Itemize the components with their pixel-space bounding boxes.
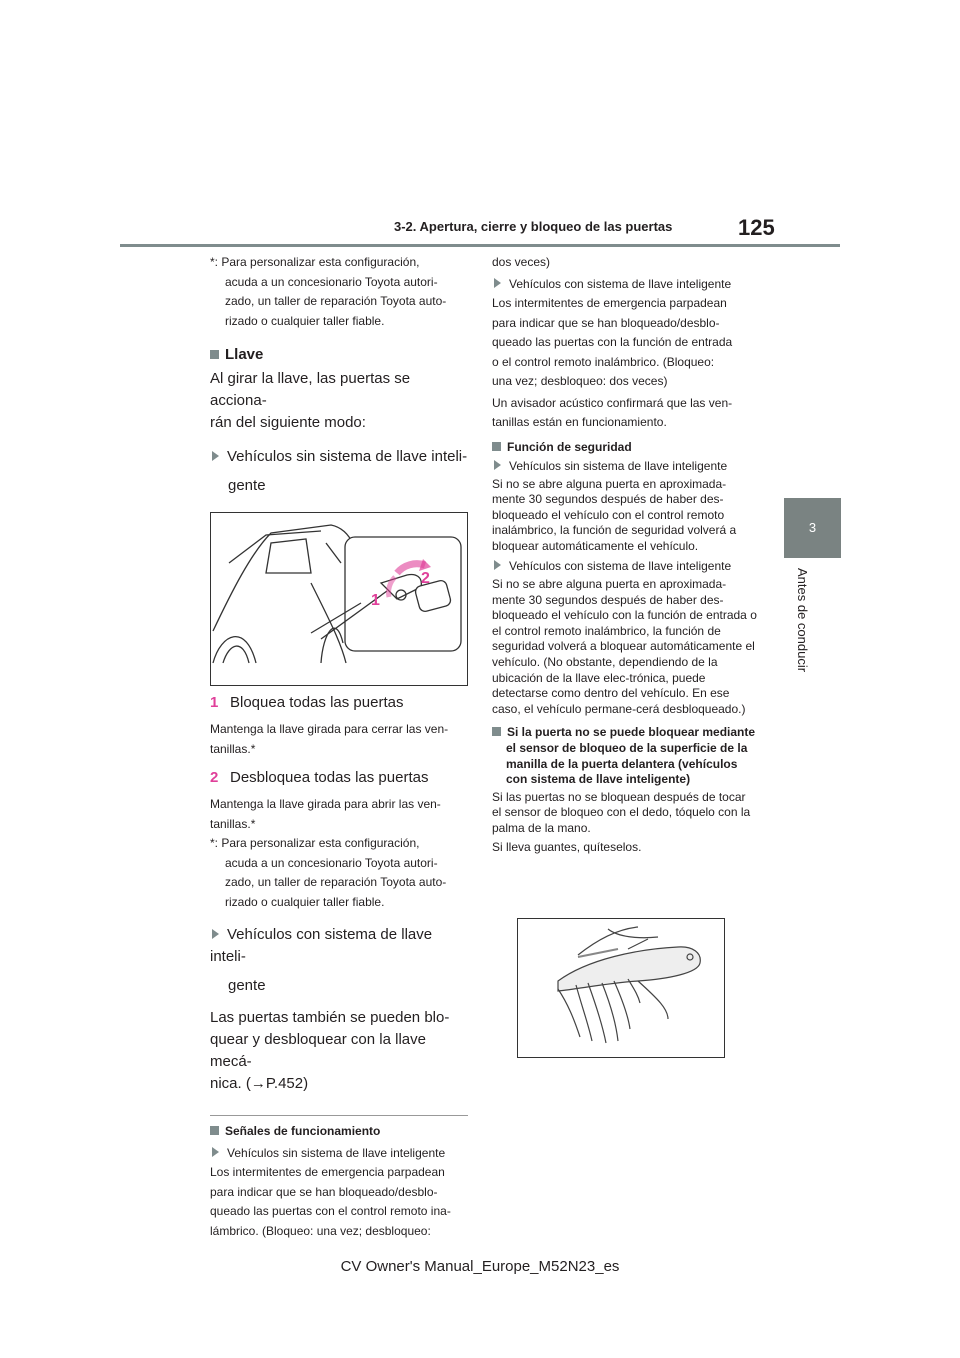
- figure-key-door: [210, 512, 468, 686]
- seg-sub1: [492, 457, 757, 477]
- a-text-5: una vez; desbloqueo: dos veces): [492, 374, 668, 388]
- sub2-text-1: Vehículos con sistema de llave inteli-: [210, 926, 433, 965]
- senales-text-3: queado las puertas con el control remoto ina-: [210, 1204, 451, 1218]
- footnote-top-2: acuda a un concesionario Toyota autori-: [225, 274, 438, 289]
- fig1-label-1: 1: [371, 592, 380, 609]
- footer-text: CV Owner's Manual_Europe_M52N23_es: [340, 1258, 620, 1275]
- sensor-heading: [492, 725, 757, 787]
- triangle-bullet-icon: [494, 460, 501, 470]
- fig1-label-2: 2: [421, 570, 430, 587]
- triangle-bullet-icon: [494, 560, 501, 570]
- triangle-bullet-icon: [212, 929, 219, 939]
- footnote-bot-2: acuda a un concesionario Toyota autori-: [225, 855, 438, 870]
- item-2: [210, 767, 470, 789]
- seg-sub1-text: Vehículos sin sistema de llave inteligente: [509, 459, 728, 473]
- sub-a: [492, 275, 757, 295]
- square-bullet-icon: [492, 442, 501, 451]
- item-1-number: 1: [210, 694, 219, 711]
- senales-text-1: Los intermitentes de emergencia parpadean: [210, 1165, 445, 1179]
- item-2-text: Desbloquea todas las puertas: [230, 769, 429, 786]
- footnote-top-4: rizado o cualquier taller fiable.: [225, 313, 385, 328]
- llave-text-1: Al girar la llave, las puertas se acciona-: [210, 370, 411, 409]
- senales-sub: [210, 1144, 470, 1164]
- llave-heading: [210, 344, 470, 366]
- a-text-2: para indicar que se han bloqueado/desblo-: [492, 315, 720, 330]
- section-divider: [210, 1115, 468, 1116]
- item-1-text: Bloquea todas las puertas: [230, 694, 404, 711]
- item-1-note-2: tanillas.*: [210, 741, 256, 756]
- footnote-top-3: zado, un taller de reparación Toyota auto-: [225, 294, 447, 308]
- sub2-heading: [210, 924, 470, 968]
- chapter-side-label-text: Antes de conducir: [795, 568, 810, 673]
- a-text-3: queado las puertas con la función de entrada: [492, 335, 733, 349]
- llave-heading-text: Llave: [225, 346, 264, 363]
- sub2-body-1: Las puertas también se pueden blo-: [210, 1009, 450, 1026]
- item-2-note-2: tanillas.*: [210, 816, 256, 831]
- seg-heading-text: Función de seguridad: [507, 439, 632, 454]
- seg-sub2: [492, 557, 757, 577]
- header-rule: [120, 244, 840, 247]
- square-bullet-icon: [210, 1126, 219, 1135]
- item-2-note-1: Mantenga la llave girada para abrir las ven-: [210, 797, 441, 811]
- footnote-bot-3: zado, un taller de reparación Toyota auto-: [225, 875, 447, 889]
- square-bullet-icon: [210, 350, 219, 359]
- senales-heading-text: Señales de funcionamiento: [225, 1124, 381, 1138]
- hand-handle-illustration: [518, 919, 724, 1057]
- square-bullet-icon: [492, 727, 501, 736]
- triangle-bullet-icon: [494, 278, 501, 288]
- sub2-body-3: nica. (→P.452): [210, 1075, 309, 1092]
- section-title: 3-2. Apertura, cierre y bloqueo de las puertas: [394, 219, 673, 234]
- seg-text2: Si no se abre alguna puerta en aproximada-mente 30 segundos después de haber des-bloqueado el vehículo con la función de entrada o el control remoto inalámbrico, la función de seguridad volverá a bloquear automáticamente el vehículo. (No obstante, dependiendo de la ubicación de la llave elec-trónica, puede detectarse como dentro del vehículo. En ese caso, el vehículo permane-cerá desbloqueado.): [492, 576, 757, 716]
- sub-a-text: Vehículos con sistema de llave inteligente: [509, 276, 732, 291]
- a-text-6: Un avisador acústico confirmará que las ven-: [492, 395, 733, 410]
- column-left: [210, 253, 470, 1241]
- a-text-7: tanillas están en funcionamiento.: [492, 415, 667, 429]
- sub2-body-2: quear y desbloquear con la llave mecá-: [210, 1031, 426, 1070]
- seg-text1: Si no se abre alguna puerta en aproximada-mente 30 segundos después de haber des-bloqueado el vehículo con el control remoto inalámbrico, la función de seguridad volverá a bloquear automáticamente el vehículo.: [492, 476, 737, 553]
- sub1-text-1: Vehículos sin sistema de llave inteli-: [227, 448, 468, 465]
- sub1-text-2: gente: [228, 477, 266, 494]
- column-right: [492, 253, 757, 856]
- senales-heading: [210, 1122, 470, 1142]
- footnote-bot-1: *: Para personalizar esta configuración,: [210, 836, 420, 850]
- a-text-1: Los intermitentes de emergencia parpadean: [492, 296, 727, 310]
- senales-text-4: lámbrico. (Bloqueo: una vez; desbloqueo:: [210, 1223, 431, 1238]
- triangle-bullet-icon: [212, 451, 219, 461]
- figure-hand-handle: [517, 918, 725, 1058]
- llave-text-2: rán del siguiente modo:: [210, 414, 366, 431]
- item-1: [210, 692, 470, 714]
- sensor-heading-text: Si la puerta no se puede bloquear mediante el sensor de bloqueo de la superficie de la manilla de la puerta delantera (vehículos con sistema de llave inteligente): [506, 725, 756, 787]
- footnote-top-1: *: Para personalizar esta configuración,: [210, 255, 420, 269]
- car-key-illustration: [211, 513, 467, 685]
- item-2-number: 2: [210, 769, 219, 786]
- sub1-heading: [210, 446, 470, 468]
- triangle-bullet-icon: [212, 1147, 219, 1157]
- seg-sub2-text: Vehículos con sistema de llave inteligente: [509, 559, 732, 574]
- seg-heading: [492, 438, 757, 458]
- senales-sub-text: Vehículos sin sistema de llave inteligente: [227, 1145, 446, 1160]
- chapter-tab: 3: [784, 498, 841, 558]
- footnote-bot-4: rizado o cualquier taller fiable.: [225, 894, 385, 909]
- chapter-side-label: [794, 568, 814, 688]
- sub2-text-2: gente: [228, 977, 266, 994]
- page-number: 125: [738, 215, 775, 240]
- sensor-text2: Si lleva guantes, quíteselos.: [492, 840, 642, 855]
- cont-text: dos veces): [492, 255, 551, 269]
- senales-text-2: para indicar que se han bloqueado/desblo-: [210, 1184, 438, 1199]
- a-text-4: o el control remoto inalámbrico. (Bloqueo:: [492, 354, 715, 369]
- sensor-text1: Si las puertas no se bloquean después de tocar el sensor de bloqueo con el dedo, tóquelo con la palma de la mano.: [492, 789, 751, 835]
- item-1-note-1: Mantenga la llave girada para cerrar las ven-: [210, 722, 449, 736]
